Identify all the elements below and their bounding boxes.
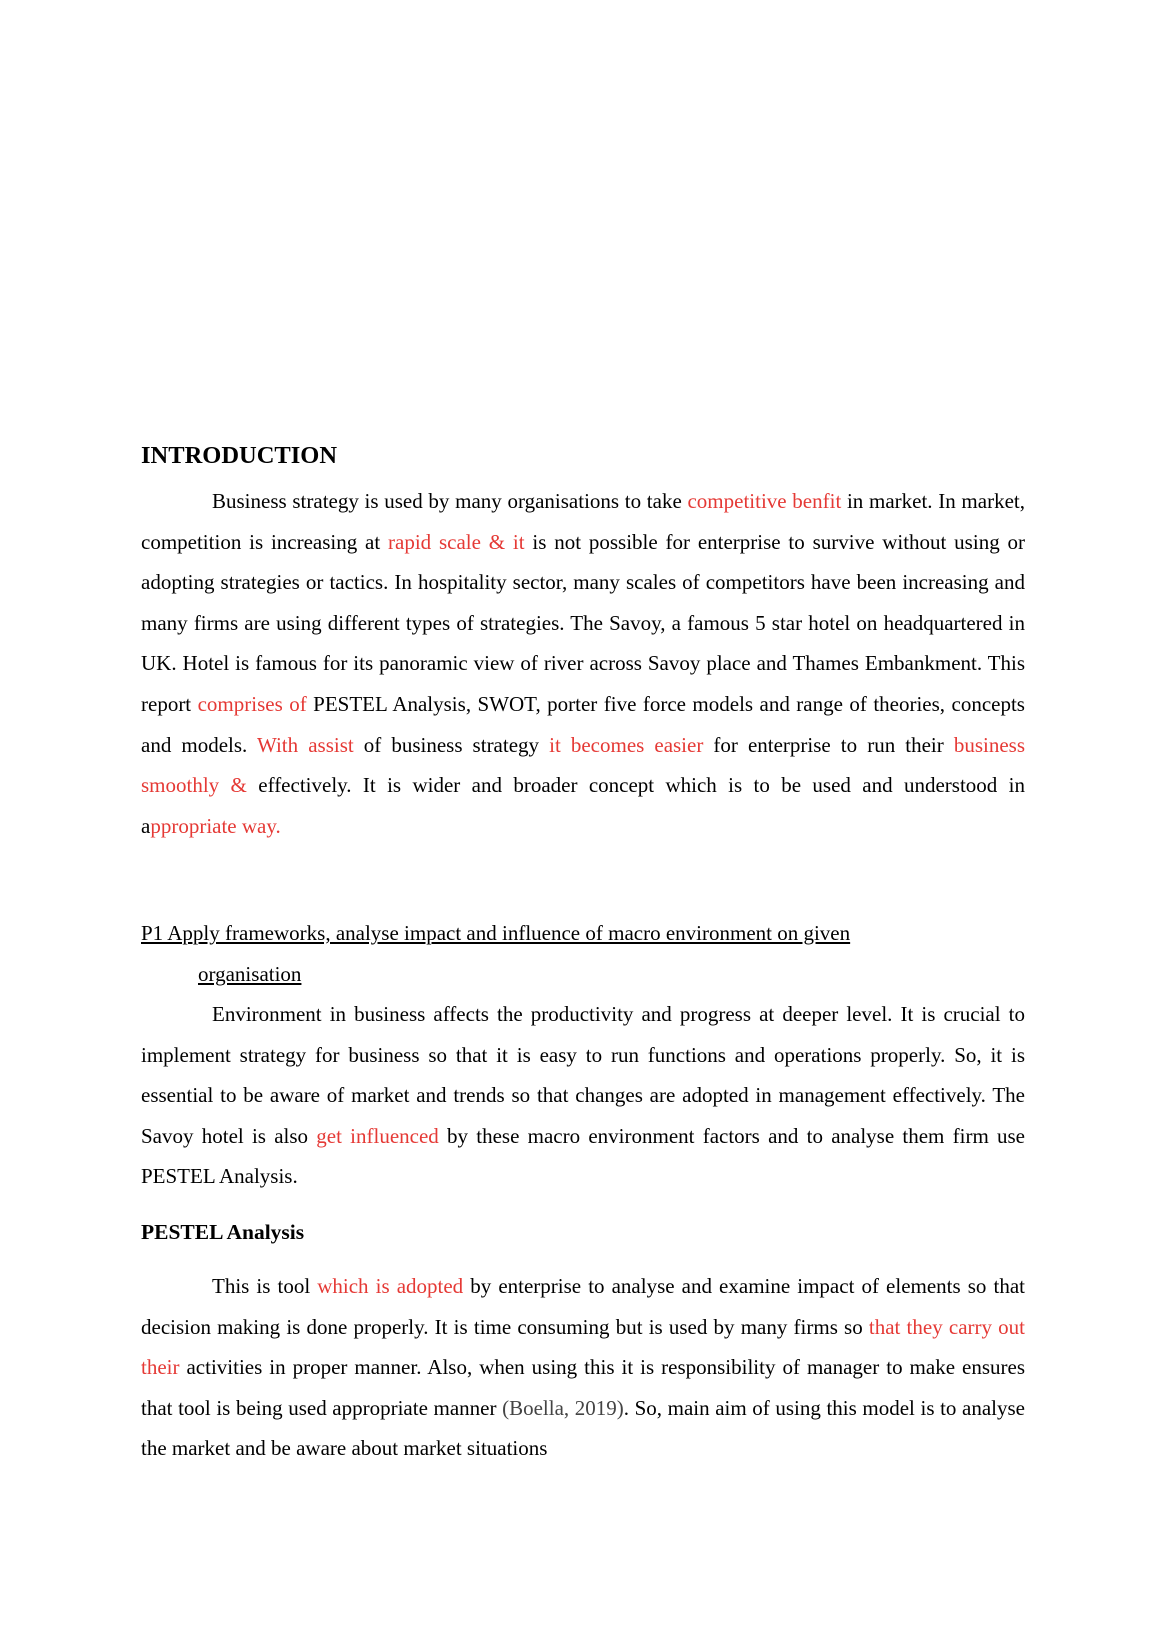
highlighted-text: With assist bbox=[256, 732, 354, 757]
highlighted-text: ppropriate way. bbox=[150, 813, 281, 838]
pestel-heading: PESTEL Analysis bbox=[141, 1220, 305, 1244]
text-segment: . So, main aim of using this model is to analyse the market and be aware about market situations bbox=[141, 1395, 1025, 1461]
text-segment: effectively. It is wider and broader concept which is to be used and understood in a bbox=[141, 773, 1025, 838]
text-segment: by enterprise to analyse and examine impact of elements so that decision making is done properly. It is time consuming but is used by many firms so bbox=[141, 1274, 1025, 1339]
p1-heading-line2: organisation bbox=[198, 961, 302, 986]
highlighted-text: comprises of bbox=[197, 691, 307, 716]
text-segment: Environment in business affects the productivity and progress at deeper level. It is crucial to implement strategy for business so that it is easy to run functions and operations properly. So, it is essential to be aware of market and trends so that changes are adopted in management effectively. The Savoy hotel is also bbox=[141, 1002, 1025, 1148]
text-segment: This is tool bbox=[212, 1274, 318, 1298]
text-segment: Business strategy is used by many organisations to take bbox=[212, 489, 688, 513]
highlighted-text: that they carry out their bbox=[141, 1314, 1026, 1380]
text-segment: is not possible for enterprise to survive without using or adopting strategies or tactics. In hospitality sector, many scales of competitors have been increasing and many firms are using different types of strategies. The Savoy, a famous 5 star hotel on headquartered in UK. Hotel is famous for its panoramic view of river across Savoy place and Thames Embankment. This report bbox=[141, 529, 1025, 716]
text-segment: PESTEL Analysis, SWOT, porter five force models and range of theories, concepts and models. bbox=[141, 691, 1025, 757]
pestel-paragraph bbox=[141, 1266, 1025, 1469]
highlighted-text: rapid scale & it bbox=[388, 529, 525, 554]
introduction-paragraph bbox=[141, 481, 1025, 846]
highlighted-text: get influenced bbox=[316, 1123, 439, 1148]
p1-heading-line1: P1 Apply frameworks, analyse impact and influence of macro environment on given bbox=[141, 921, 851, 945]
text-segment: for enterprise to run their bbox=[703, 732, 954, 757]
highlighted-text: it becomes easier bbox=[549, 732, 704, 757]
text-segment: by these macro environment factors and to analyse them firm use PESTEL Analysis. bbox=[141, 1123, 1026, 1189]
text-segment: in market. In market, competition is increasing at bbox=[141, 489, 1025, 554]
text-segment: activities in proper manner. Also, when using this it is responsibility of manager to make ensures that tool is being used appropriate manner bbox=[141, 1355, 1025, 1420]
highlighted-text: business smoothly & bbox=[141, 732, 1025, 798]
highlighted-text: competitive benfit bbox=[687, 489, 842, 513]
p1-section-heading bbox=[141, 913, 1025, 994]
highlighted-text: which is adopted bbox=[317, 1274, 464, 1298]
text-segment: of business strategy bbox=[353, 732, 550, 757]
p1-paragraph bbox=[141, 994, 1025, 1197]
citation: (Boella, 2019) bbox=[502, 1395, 624, 1420]
introduction-heading: INTRODUCTION bbox=[141, 442, 338, 469]
